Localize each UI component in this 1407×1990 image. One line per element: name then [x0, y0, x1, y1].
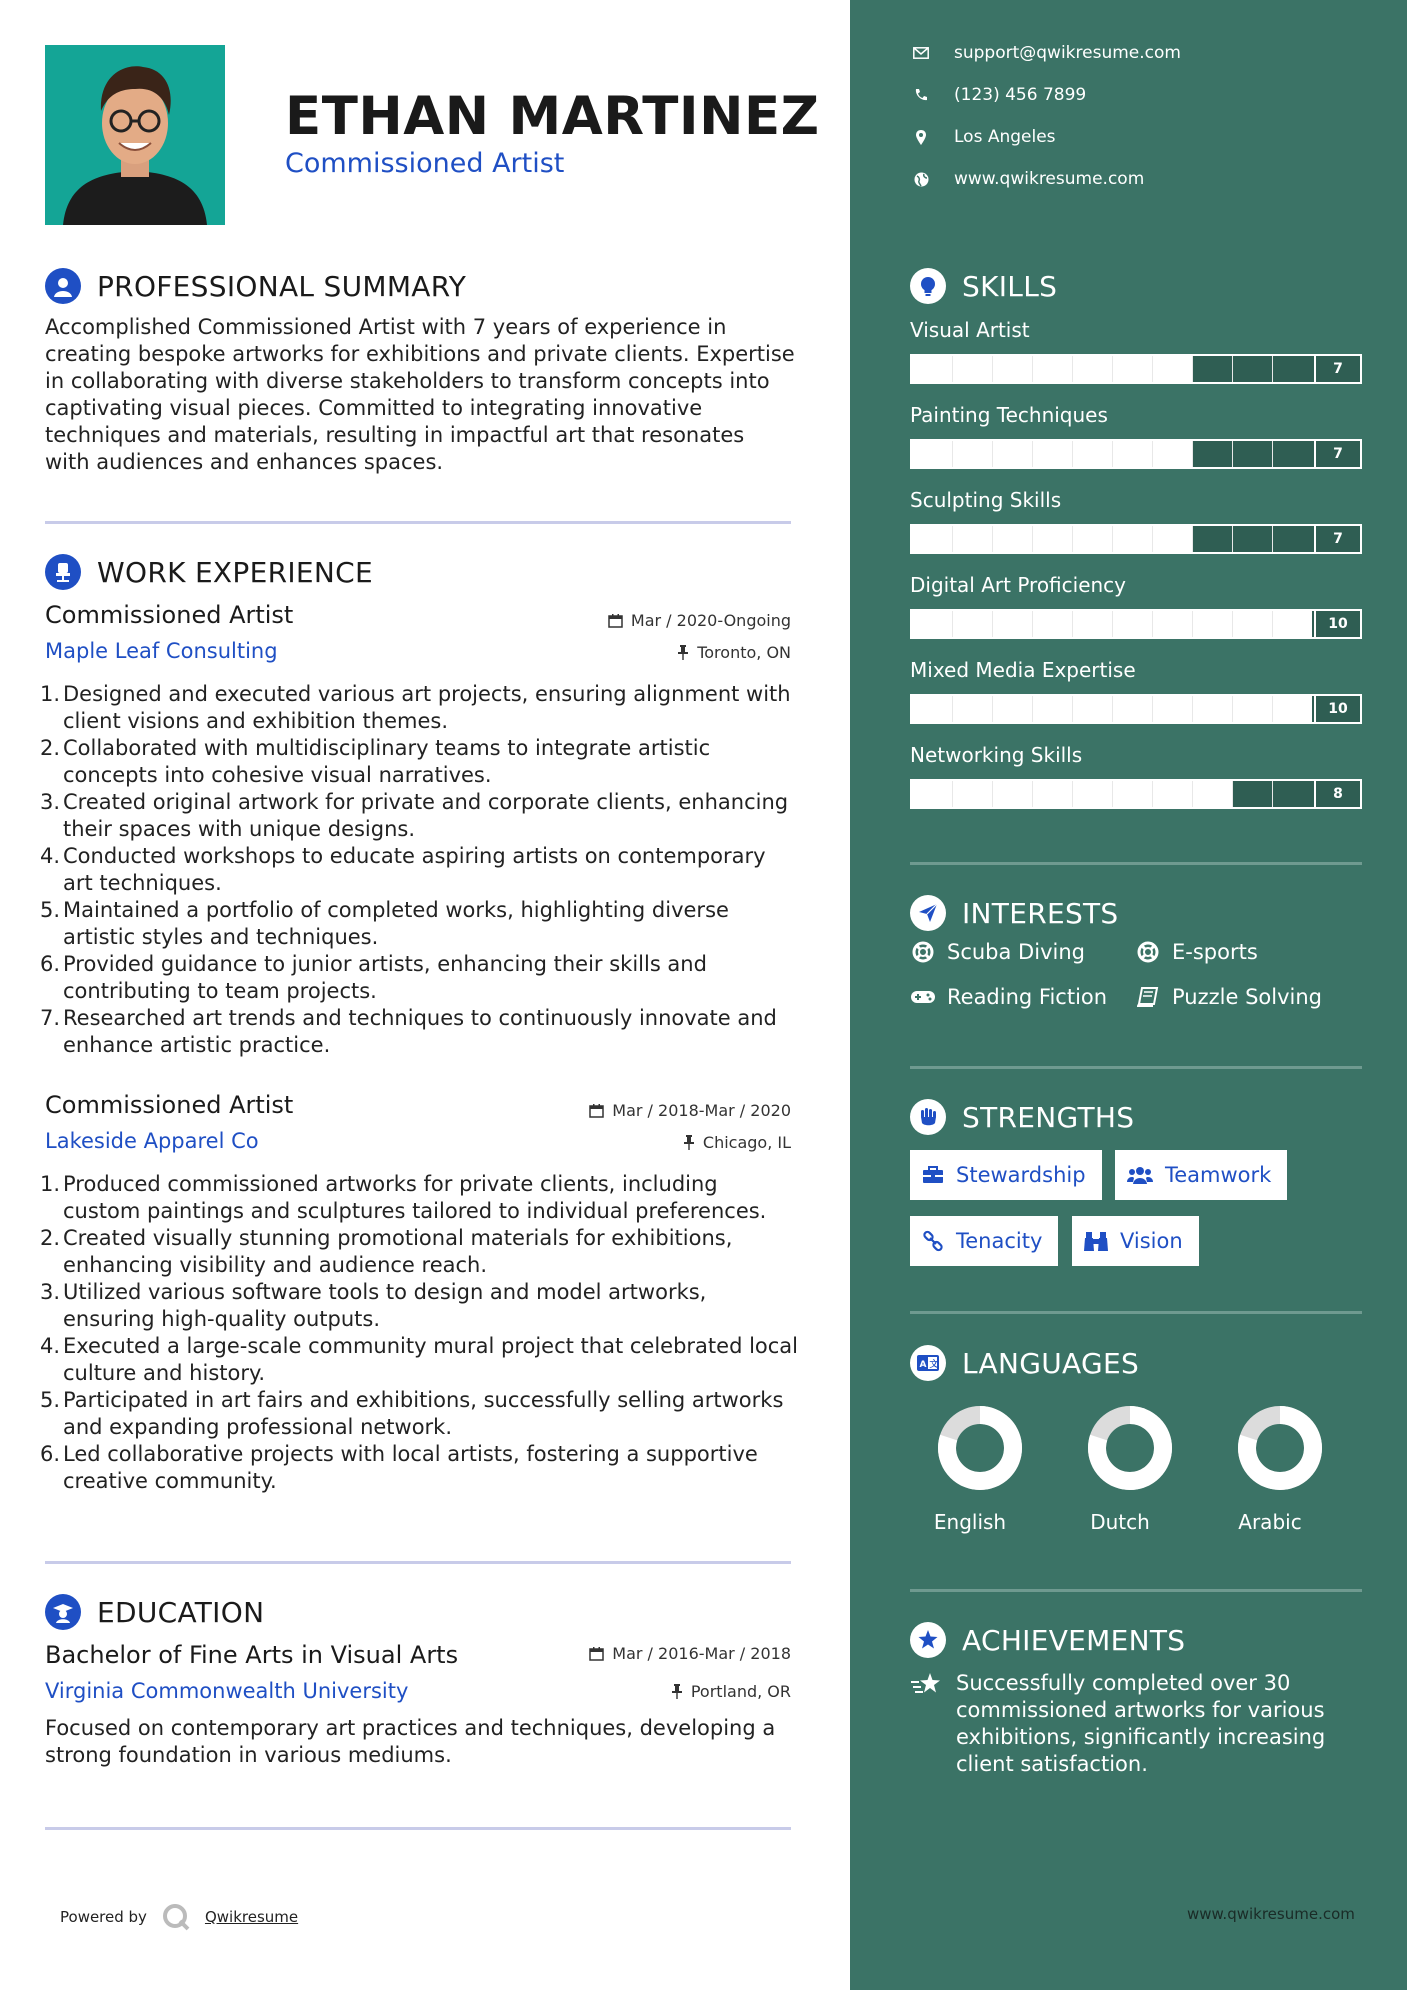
strength-tag: [1072, 1216, 1199, 1266]
powered-by-label: Powered by: [60, 1908, 147, 1926]
skills-title: SKILLS: [962, 269, 1058, 303]
education-date-text: Mar / 2016-Mar / 2018: [612, 1644, 791, 1663]
skill-segment-tick: [1272, 781, 1273, 807]
languages-title: LANGUAGES: [962, 1346, 1140, 1380]
language-chart: [1220, 1405, 1340, 1491]
language-name: English: [933, 1510, 1007, 1534]
language-donut: [1237, 1405, 1323, 1491]
skill-name: Digital Art Proficiency: [910, 573, 1127, 597]
skill-segment-tick: [1112, 441, 1113, 467]
skill-segment-tick: [992, 441, 993, 467]
language-chart: [920, 1405, 1040, 1491]
achievements-header: [910, 1622, 1185, 1658]
skill-segment-tick: [1072, 611, 1073, 637]
interest-item: [1135, 985, 1322, 1009]
skill-segment-tick: [1272, 611, 1273, 637]
skill-segment-tick: [1232, 526, 1233, 552]
skill-level-fill: [912, 356, 1192, 382]
strengths-title: STRENGTHS: [962, 1100, 1135, 1134]
skill-segment-tick: [1272, 696, 1273, 722]
language-name: Dutch: [1090, 1510, 1150, 1534]
office-chair-icon: [45, 554, 81, 590]
language-name: Arabic: [1238, 1510, 1302, 1534]
skill-segment-tick: [1072, 696, 1073, 722]
skill-segment-tick: [1232, 441, 1233, 467]
interest-item: [910, 940, 1085, 964]
skill-segment-tick: [1152, 441, 1153, 467]
skill-segment-tick: [1072, 526, 1073, 552]
skill-segment-tick: [952, 611, 953, 637]
strength-tag: [1115, 1150, 1287, 1200]
skill-segment-tick: [1152, 781, 1153, 807]
contact-phone: [910, 85, 1086, 105]
skill-segment-tick: [1272, 441, 1273, 467]
strength-tag: [910, 1150, 1102, 1200]
qwikresume-logo-icon: [161, 1902, 191, 1932]
job-location-text: Toronto, ON: [697, 643, 791, 662]
pin-icon: [671, 1684, 683, 1699]
contact-location: [910, 127, 1056, 147]
skill-segment-tick: [1072, 441, 1073, 467]
list-item: 2. Created visually stunning promotional materials for exhibitions, enhancing visibility and audience reach.: [40, 1226, 733, 1277]
strength-label: Teamwork: [1165, 1163, 1272, 1187]
skill-segment-tick: [1192, 356, 1193, 382]
list-item: 1. Designed and executed various art projects, ensuring alignment with client visions and exhibition themes.: [40, 682, 791, 733]
skill-segment-tick: [1232, 781, 1233, 807]
skill-segment-tick: [1232, 356, 1233, 382]
qwikresume-link[interactable]: Qwikresume: [204, 1908, 299, 1926]
achievement-item: [910, 1670, 1346, 1778]
fist-icon: [910, 1099, 946, 1135]
list-item: 3. Created original artwork for private and corporate clients, enhancing their spaces with unique designs.: [40, 790, 789, 841]
book-icon: [1135, 987, 1161, 1007]
education-date: [589, 1644, 791, 1663]
strength-label: Stewardship: [956, 1163, 1086, 1187]
degree-name: Bachelor of Fine Arts in Visual Arts: [45, 1641, 459, 1669]
list-item: 5. Maintained a portfolio of completed works, highlighting diverse artistic styles and techniques.: [40, 898, 729, 949]
interests-header: [910, 895, 1119, 931]
location-text: Los Angeles: [954, 127, 1056, 147]
skill-segment-tick: [1072, 356, 1073, 382]
skill-segment-tick: [992, 781, 993, 807]
summary-header: [45, 268, 466, 304]
powered-by: [60, 1902, 298, 1932]
skill-segment-tick: [1152, 611, 1153, 637]
interest-label: E-sports: [1172, 940, 1258, 964]
paper-plane-icon: [910, 895, 946, 931]
skill-name: Visual Artist: [910, 318, 1030, 342]
globe-icon: [910, 172, 932, 187]
strength-label: Tenacity: [956, 1229, 1043, 1253]
pin-icon: [677, 645, 689, 660]
job-title: Commissioned Artist: [45, 601, 294, 629]
language-donut: [1087, 1405, 1173, 1491]
interest-label: Puzzle Solving: [1172, 985, 1322, 1009]
skill-level-value: 8: [1314, 781, 1360, 807]
skill-segment-tick: [1192, 611, 1193, 637]
skill-level-value: 7: [1314, 441, 1360, 467]
skill-level-bar: [910, 354, 1362, 384]
calendar-icon: [608, 613, 623, 628]
map-marker-icon: [910, 130, 932, 145]
interest-item: [1135, 940, 1258, 964]
section-divider: [910, 1311, 1362, 1314]
skill-segment-tick: [1112, 781, 1113, 807]
contact-email: [910, 43, 1181, 63]
skill-segment-tick: [1272, 526, 1273, 552]
skill-segment-tick: [992, 611, 993, 637]
skill-segment-tick: [1232, 696, 1233, 722]
school-name: Virginia Commonwealth University: [45, 1679, 409, 1703]
skill-segment-tick: [1232, 611, 1233, 637]
svg-text:文: 文: [929, 1360, 939, 1370]
skill-segment-tick: [1032, 526, 1033, 552]
email-text[interactable]: support@qwikresume.com: [954, 43, 1181, 63]
skill-segment-tick: [992, 526, 993, 552]
section-divider: [45, 1827, 791, 1830]
interest-label: Reading Fiction: [947, 985, 1108, 1009]
calendar-icon: [589, 1103, 604, 1118]
life-ring-icon: [910, 941, 936, 963]
job-date: [608, 611, 791, 630]
skill-level-fill: [912, 526, 1192, 552]
skill-segment-tick: [1112, 526, 1113, 552]
website-text[interactable]: www.qwikresume.com: [954, 169, 1145, 189]
section-divider: [45, 521, 791, 524]
phone-icon: [910, 88, 932, 102]
experience-header: [45, 554, 373, 590]
list-item: 6. Led collaborative projects with local artists, fostering a supportive creative community.: [40, 1442, 758, 1493]
language-donut: [937, 1405, 1023, 1491]
language-chart: [1070, 1405, 1190, 1491]
section-divider: [910, 862, 1362, 865]
phone-text[interactable]: (123) 456 7899: [954, 85, 1087, 105]
skill-segment-tick: [952, 356, 953, 382]
skill-segment-tick: [992, 356, 993, 382]
skill-level-bar: [910, 439, 1362, 469]
skill-level-value: 10: [1314, 696, 1360, 722]
job-role: Commissioned Artist: [285, 148, 565, 179]
full-name: ETHAN MARTINEZ: [285, 86, 820, 147]
section-divider: [45, 1561, 791, 1564]
skill-segment-tick: [952, 696, 953, 722]
svg-text:A: A: [919, 1360, 927, 1370]
interests-title: INTERESTS: [962, 896, 1119, 930]
strengths-header: [910, 1099, 1134, 1135]
experience-title: WORK EXPERIENCE: [97, 555, 373, 589]
job-location: [677, 643, 791, 662]
skills-header: [910, 268, 1057, 304]
skill-segment-tick: [1152, 696, 1153, 722]
list-item: 4. Conducted workshops to educate aspiring artists on contemporary art techniques.: [40, 844, 766, 895]
job-date-text: Mar / 2020-Ongoing: [630, 611, 791, 630]
skill-level-bar: [910, 524, 1362, 554]
education-description: Focused on contemporary art practices and techniques, developing a strong foundation in various mediums.: [45, 1716, 776, 1767]
envelope-icon: [910, 47, 932, 59]
skill-level-bar: [910, 694, 1362, 724]
users-icon: [1127, 1165, 1153, 1185]
section-divider: [910, 1589, 1362, 1592]
profile-photo: [45, 45, 225, 225]
skill-level-value: 7: [1314, 356, 1360, 382]
skill-segment-tick: [1112, 696, 1113, 722]
achievement-text: Successfully completed over 30 commissioned artworks for various exhibitions, significantly increasing client satisfaction.: [956, 1671, 1326, 1776]
skill-level-bar: [910, 779, 1362, 809]
job-title: Commissioned Artist: [45, 1091, 294, 1119]
calendar-icon: [589, 1646, 604, 1661]
sidebar: [850, 0, 1407, 1990]
binoculars-icon: [1084, 1230, 1108, 1252]
skill-name: Sculpting Skills: [910, 488, 1062, 512]
skill-segment-tick: [1032, 781, 1033, 807]
education-header: [45, 1594, 264, 1630]
graduate-icon: [45, 1594, 81, 1630]
skill-segment-tick: [1192, 696, 1193, 722]
skill-segment-tick: [1072, 781, 1073, 807]
list-item: 7. Researched art trends and techniques to continuously innovate and enhance artistic practice.: [40, 1006, 777, 1057]
contact-website: [910, 169, 1144, 189]
skill-level-fill: [912, 441, 1192, 467]
skill-segment-tick: [1192, 441, 1193, 467]
briefcase-icon: [922, 1166, 944, 1184]
skill-segment-tick: [1112, 611, 1113, 637]
job-location-text: Chicago, IL: [702, 1133, 791, 1152]
job-date: [589, 1101, 791, 1120]
skill-level-value: 7: [1314, 526, 1360, 552]
skill-segment-tick: [952, 441, 953, 467]
achievements-title: ACHIEVEMENTS: [962, 1623, 1186, 1657]
education-location-text: Portland, OR: [690, 1682, 791, 1701]
translate-icon: [910, 1345, 946, 1381]
strength-label: Vision: [1120, 1229, 1183, 1253]
skill-segment-tick: [1192, 526, 1193, 552]
skill-segment-tick: [952, 526, 953, 552]
skill-segment-tick: [1152, 356, 1153, 382]
languages-header: [910, 1345, 1139, 1381]
skill-level-value: 10: [1314, 611, 1360, 637]
lightbulb-icon: [910, 268, 946, 304]
footer-website[interactable]: www.qwikresume.com: [1187, 1905, 1355, 1923]
job-date-text: Mar / 2018-Mar / 2020: [612, 1101, 791, 1120]
skill-name: Painting Techniques: [910, 403, 1108, 427]
list-item: 6. Provided guidance to junior artists, enhancing their skills and contributing to team projects.: [40, 952, 707, 1003]
user-icon: [45, 268, 81, 304]
skill-segment-tick: [1032, 441, 1033, 467]
company-name: Lakeside Apparel Co: [45, 1129, 259, 1153]
education-title: EDUCATION: [97, 1595, 265, 1629]
job-location: [683, 1133, 791, 1152]
skill-segment-tick: [1112, 356, 1113, 382]
education-location: [671, 1682, 791, 1701]
skill-name: Mixed Media Expertise: [910, 658, 1136, 682]
star-shooting-icon: [910, 1670, 944, 1778]
skill-segment-tick: [1272, 356, 1273, 382]
life-ring-icon: [1135, 941, 1161, 963]
skill-segment-tick: [992, 696, 993, 722]
section-divider: [910, 1066, 1362, 1069]
list-item: 4. Executed a large-scale community mural project that celebrated local culture and history.: [40, 1334, 799, 1385]
list-item: 2. Collaborated with multidisciplinary teams to integrate artistic concepts into cohesive visual narratives.: [40, 736, 711, 787]
interest-item: [910, 985, 1107, 1009]
skill-segment-tick: [1032, 696, 1033, 722]
award-star-icon: [910, 1622, 946, 1658]
interest-label: Scuba Diving: [947, 940, 1085, 964]
strength-tag: [910, 1216, 1058, 1266]
skill-segment-tick: [1192, 781, 1193, 807]
list-item: 1. Produced commissioned artworks for private clients, including custom paintings and sculptures tailored to individual preferences.: [40, 1172, 767, 1223]
summary-text: Accomplished Commissioned Artist with 7 years of experience in creating bespoke artworks for exhibitions and private clients. Expertise in collaborating with diverse stakeholders to transform concepts into captivating visual pieces. Committed to integrating innovative techniques and materials, resulting in impactful art that resonates with audiences and enhances spaces.: [45, 315, 795, 474]
list-item: 3. Utilized various software tools to design and model artworks, ensuring high-quality outputs.: [40, 1280, 707, 1331]
job-responsibilities: [40, 681, 800, 1059]
gamepad-icon: [910, 989, 936, 1005]
pin-icon: [683, 1135, 695, 1150]
company-name: Maple Leaf Consulting: [45, 639, 278, 663]
link-icon: [922, 1230, 944, 1252]
skill-name: Networking Skills: [910, 743, 1083, 767]
skill-segment-tick: [1152, 526, 1153, 552]
list-item: 5. Participated in art fairs and exhibitions, successfully selling artworks and expanding professional network.: [40, 1388, 784, 1439]
skill-level-bar: [910, 609, 1362, 639]
skill-segment-tick: [1032, 611, 1033, 637]
skill-segment-tick: [1032, 356, 1033, 382]
skill-segment-tick: [952, 781, 953, 807]
job-responsibilities: [40, 1171, 800, 1495]
summary-title: PROFESSIONAL SUMMARY: [97, 269, 467, 303]
